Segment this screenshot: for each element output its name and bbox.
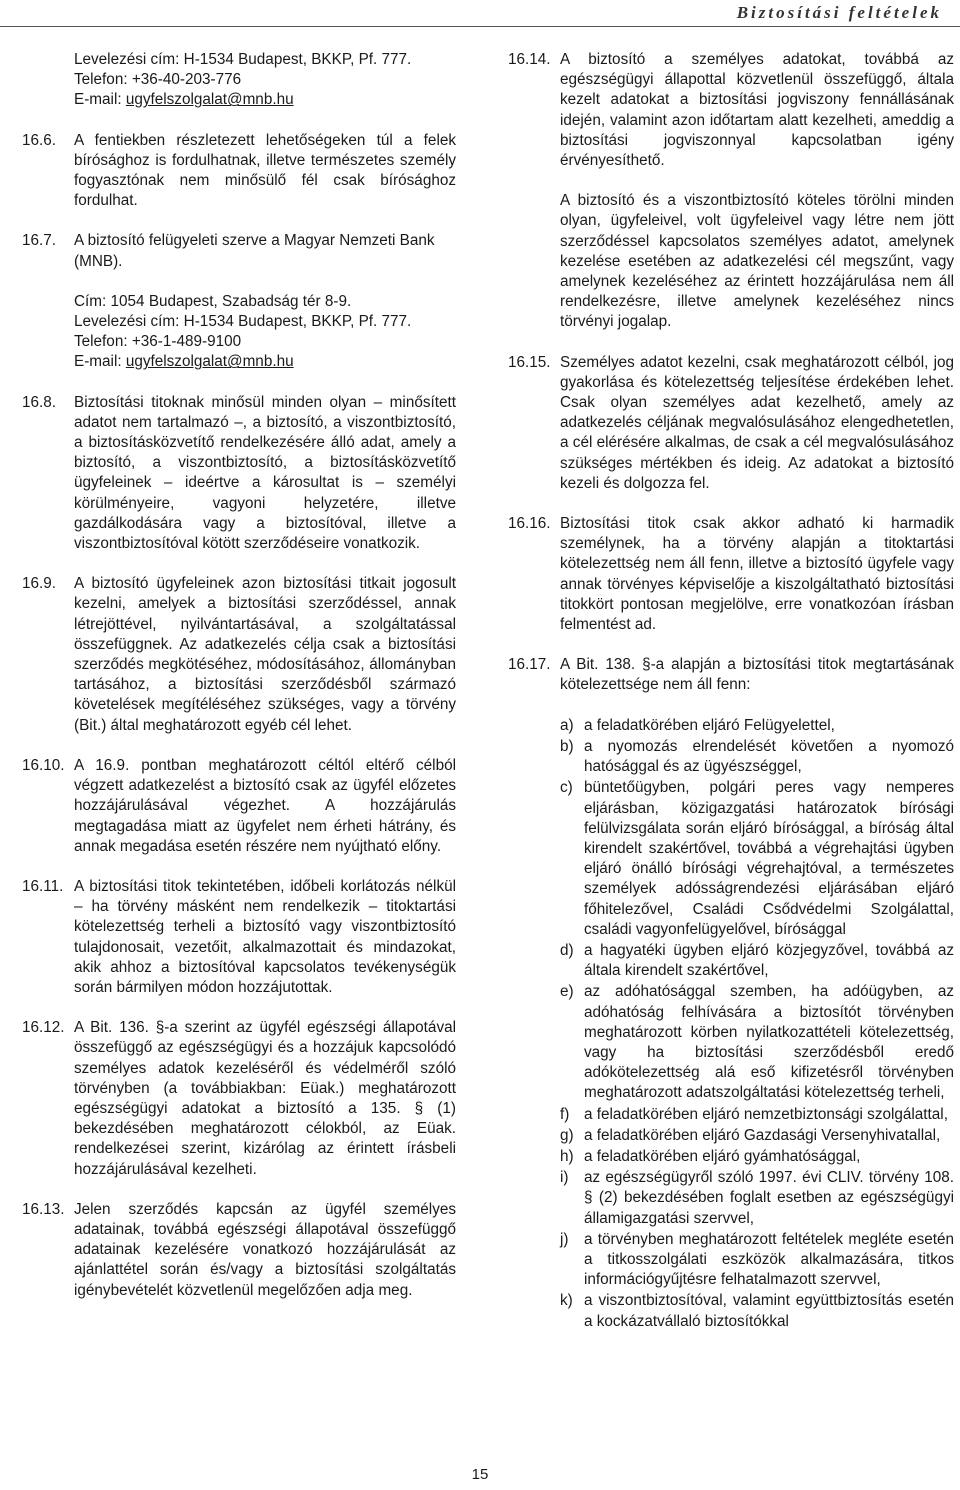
email-address: E-mail: ugyfelszolgalat@mnb.hu (74, 91, 294, 109)
header-title: Biztosítási feltételek (736, 3, 942, 22)
list-item-text: a hagyatéki ügyben eljáró közjegyzővel, továbbá az általa kirendelt szakértővel, (584, 941, 954, 980)
list-item-label: a) (560, 716, 574, 734)
list-item-label: f) (560, 1105, 570, 1123)
mnb-address-block (22, 292, 456, 373)
section-16-8 (22, 393, 456, 555)
section-number: 16.10. (22, 756, 65, 774)
section-number: 16.7. (22, 232, 57, 250)
mnb-address: Cím: 1054 Budapest, Szabadság tér 8-9. (74, 292, 352, 310)
section-text: Személyes adatot kezelni, csak meghatározott célból, jog gyakorlása és kötelezettség teljesítése érdekében lehet. Csak olyan személyes adat kezelhető, amely az adatkezelés céljának megvalósulásához elengedhetetlen, a cél elérésére alkalmas, de csak a cél megvalósulásához szükséges mértékben és ideig. Az adatokat a biztosító kezeli és dolgozza fel. (560, 353, 954, 492)
address-block-top (22, 50, 456, 111)
section-text: A Bit. 138. §-a alapján a biztosítási titok megtartásának kötelezettsége nem áll fenn: (560, 656, 954, 694)
list-item (560, 737, 954, 777)
section-number: 16.6. (22, 131, 57, 149)
section-number: 16.17. (508, 656, 551, 674)
section-text: A biztosítási titok tekintetében, időbeli korlátozás nélkül – ha törvény másként nem rendelkezik – titoktartási kötelezettség terheli a biztosító vagy viszontbiztosító tulajdonosait, vezetőit, alkalmazottait és mindazokat, akik ahhoz a biztosítóval kapcsolatos tevékenységük során bármilyen módon hozzájutottak. (74, 877, 456, 996)
section-number: 16.11. (22, 877, 64, 895)
list-item-label: g) (560, 1126, 574, 1144)
section-16-10 (22, 756, 456, 857)
phone-number: Telefon: +36-40-203-776 (74, 71, 242, 89)
list-item-text: az adóhatósággal szemben, ha adóügyben, az adóhatóság felhívására a biztosítót törvényben meghatározott körben nyilatkozattételi kötelezettség, vagy ha biztosítási szerződésből eredő adókötelezettség alá eső kifizetésről törvényben meghatározott adatszolgáltatási kötelezettség terheli, (584, 983, 954, 1102)
list-item-label: d) (560, 941, 574, 959)
section-16-13 (22, 1200, 456, 1301)
list-item (560, 716, 954, 736)
section-16-11 (22, 877, 456, 998)
section-16-12 (22, 1018, 456, 1180)
section-number: 16.13. (22, 1200, 65, 1218)
section-16-16 (508, 514, 954, 635)
list-item-label: c) (560, 779, 573, 797)
list-item-label: b) (560, 737, 574, 755)
section-text: Biztosítási titok csak akkor adható ki harmadik személynek, ha a törvény alapján a titoktartási kötelezettség nem áll fenn, illetve a biztosító ügyfele vagy annak törvényes képviselője a kiszolgáltatható biztosítási titokkört pontosan megjelölve, erre vonatkozóan írásban felmentést ad. (560, 515, 954, 634)
list-item-text: a nyomozás elrendelését követően a nyomozó hatósággal és az ügyészséggel, (584, 737, 954, 776)
list-item-label: h) (560, 1147, 574, 1165)
mnb-postal-address: Levelezési cím: H-1534 Budapest, BKKP, Pf. 777. (74, 313, 412, 331)
list-item (560, 1105, 954, 1125)
section-text-2: A biztosító és a viszontbiztosító köteles törölni minden olyan, ügyfeleivel, volt ügyfeleivel vagy létre nem jött szerződéssel kapcsolatos személyes adatot, amelynek kezelése esetében az adatkezelési cél megszűnt, vagy amelynek kezeléséhez az érintett hozzájárulása nem áll rendelkezésre, illetve amelynek kezeléséhez nincs törvényi jogalap. (560, 192, 954, 331)
postal-address: Levelezési cím: H-1534 Budapest, BKKP, Pf. 777. (74, 51, 412, 68)
list-item-text: a feladatkörében eljáró Felügyelettel, (584, 716, 835, 734)
section-number: 16.12. (22, 1019, 65, 1037)
section-text: A 16.9. pontban meghatározott céltól eltérő célból végzett adatkezelést a biztosító csak az ügyfél előzetes hozzájárulásával végezhet. A hozzájárulás megtagadása miatt az ügyfelet nem érheti hátrány, és annak megadása esetén részére nem nyújtható előny. (74, 756, 456, 855)
section-16-6 (22, 131, 456, 212)
list-item-label: k) (560, 1292, 573, 1310)
list-item (560, 1291, 954, 1331)
section-number: 16.14. (508, 51, 551, 68)
section-text: Biztosítási titoknak minősül minden olyan – minősített adatot nem tartalmazó –, a biztosító, a viszontbiztosító, a biztosításközvetítő rendelkezésére álló adat, amely a biztosító, a viszontbiztosító, a biztosításközvetítő ügyfeleinek – ideértve a károsultat is – személyi körülményeire, vagyoni helyzetére, illetve gazdálkodására vagy a biztosítóval, illetve a viszontbiztosítóval kötött szerződéseire vonatkozik. (74, 393, 456, 553)
section-number: 16.15. (508, 353, 551, 371)
section-16-7 (22, 231, 456, 271)
section-text: A biztosító ügyfeleinek azon biztosítási titkait jogosult kezelni, amelyek a biztosítási szerződéssel, annak létrejöttével, nyilvántartásával, a szolgáltatással összefüggnek. Az adatkezelés célja csak a biztosítási szerződés megkötéséhez, módosításához, állományban tartásához, a biztosítási szerződésből származó követelések megítéléséhez szükséges, vagy a törvény (Bit.) által meghatározott egyéb cél lehet. (74, 575, 456, 734)
section-text: A biztosító a személyes adatokat, továbbá az egészségügyi állapottal közvetlenül összefüggő, általa kezelt adatokat a biztosítási jogviszony fennállásának idején, valamint azon időtartam alatt kezelheti, ameddig a biztosítási jogviszonnyal kapcsolatban igény érvényesíthető. (560, 51, 954, 170)
list-item-label: i) (560, 1169, 569, 1187)
list-item (560, 1126, 954, 1146)
section-text: A fentiekben részletezett lehetőségeken túl a felek bírósághoz is fordulhatnak, illetve természetes személy fogyasztónak nem minősülő fél csak bírósághoz fordulhat. (74, 131, 456, 210)
section-number: 16.16. (508, 515, 551, 533)
mnb-phone: Telefon: +36-1-489-9100 (74, 333, 242, 351)
exception-list (560, 716, 954, 1332)
section-number: 16.9. (22, 575, 57, 593)
list-item-label: j) (560, 1230, 569, 1248)
list-item (560, 778, 954, 940)
section-16-15 (508, 353, 954, 494)
section-16-17 (508, 655, 954, 1332)
section-text: A biztosító felügyeleti szerve a Magyar Nemzeti Bank (MNB). (74, 232, 435, 270)
left-column (22, 50, 456, 1321)
list-item-text: a feladatkörében eljáró Gazdasági Versenyhivatallal, (584, 1126, 941, 1144)
list-item (560, 941, 954, 981)
section-16-9 (22, 574, 456, 736)
list-item-text: a feladatkörében eljáró nemzetbiztonsági szolgálattal, (584, 1105, 948, 1123)
list-item-text: a törvényben meghatározott feltételek megléte esetén a titkosszolgálati eszközök alkalmazására, titkos információgyűjtésre felhatalmazott szervvel, (584, 1230, 954, 1289)
list-item (560, 1168, 954, 1229)
section-16-14 (508, 50, 954, 333)
list-item (560, 1147, 954, 1167)
list-item-text: az egészségügyről szóló 1997. évi CLIV. törvény 108. § (2) bekezdésében foglalt esetben az egészségügyi államigazgatási szervvel, (584, 1169, 954, 1227)
list-item (560, 1230, 954, 1291)
list-item-text: a feladatkörében eljáró gyámhatósággal, (584, 1147, 861, 1165)
right-column (508, 50, 954, 1352)
list-item-text: büntetőügyben, polgári peres vagy nemperes eljárásban, közigazgatási határozatok bírósági felülvizsgálata során eljáró bírósággal, a bíróság által kirendelt szakértővel, továbbá a végrehajtási ügyben eljáró önálló bírósági végrehajtóval, a természetes személyek adósságrendezési eljárásában eljáró főhitelezővel, Családi Csődvédelmi Szolgálattal, családi vagyonfelügyelővel, bírósággal (584, 779, 954, 938)
list-item (560, 982, 954, 1103)
section-text: A Bit. 136. §-a szerint az ügyfél egészségi állapotával összefüggő az egészségügyi és a hozzájuk kapcsolódó személyes adatok kezeléséről és védelméről szóló törvényben (a továbbiakban: Eüak.) meghatározott egészségügyi adatokat a biztosító a 135. § (1) bekezdésében meghatározott célokból, az Eüak. rendelkezései szerint, kizárólag az érintett írásbeli hozzájárulásával kezelheti. (74, 1019, 456, 1178)
section-text: Jelen szerződés kapcsán az ügyfél személyes adatainak, továbbá egészségi állapotával összefüggő adatainak kezelésére vonatkozó hozzájárulását az ajánlattétel során és/vagy a biztosítási szolgáltatás igénybevételét közvetlenül megelőzően adja meg. (74, 1200, 456, 1299)
page-header (0, 0, 960, 27)
page-number: 15 (471, 1466, 489, 1483)
list-item-text: a viszontbiztosítóval, valamint együttbiztosítás esetén a kockázatvállaló biztosítókkal (584, 1292, 954, 1330)
mnb-email-link[interactable]: E-mail: ugyfelszolgalat@mnb.hu (74, 353, 294, 371)
list-item-label: e) (560, 983, 574, 1001)
section-number: 16.8. (22, 393, 57, 411)
